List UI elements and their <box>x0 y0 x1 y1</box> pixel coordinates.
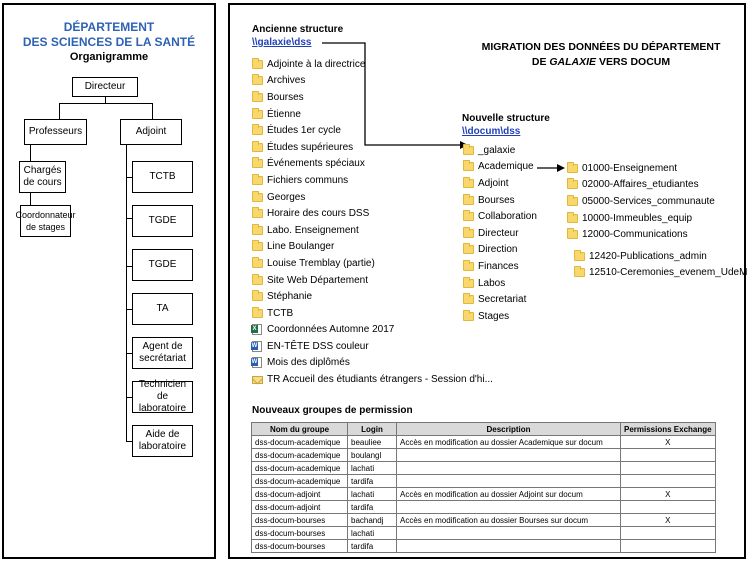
item-label: Labo. Enseignement <box>267 224 359 236</box>
permissions-table <box>251 422 716 553</box>
table-row <box>252 436 716 449</box>
folder-icon <box>567 214 578 223</box>
table-cell: lachati <box>348 488 397 501</box>
academique-subfolder-item[interactable] <box>567 160 715 177</box>
item-label: Stages <box>478 310 510 322</box>
org-box-adjoint-child: TGDE <box>132 249 193 281</box>
table-cell: bachandj <box>348 514 397 527</box>
folder-icon <box>252 126 263 135</box>
old-folder-item[interactable] <box>252 255 493 272</box>
table-row <box>252 514 716 527</box>
table-cell <box>397 540 621 553</box>
table-cell <box>397 501 621 514</box>
table-cell: Accès en modification au dossier Adjoint sur docum <box>397 488 621 501</box>
item-label: _galaxie <box>478 144 516 156</box>
communications-subfolder-list <box>574 248 747 281</box>
item-label: Direction <box>478 244 518 256</box>
item-label: Louise Tremblay (partie) <box>267 257 375 269</box>
table-cell: Accès en modification au dossier Academique sur docum <box>397 436 621 449</box>
item-label: Événements spéciaux <box>267 158 365 170</box>
academique-arrow <box>536 162 566 174</box>
new-folder-item[interactable] <box>463 291 537 308</box>
org-title-line1: DÉPARTEMENT <box>63 20 155 34</box>
item-label: Line Boulanger <box>267 241 335 253</box>
folder-icon <box>463 295 474 304</box>
item-label: Finances <box>478 260 519 272</box>
old-folder-item[interactable] <box>252 172 493 189</box>
item-label: 12000-Communications <box>582 229 688 241</box>
item-label: Labos <box>478 277 506 289</box>
migration-title-line1: MIGRATION DES DONNÉES DU DÉPARTEMENT <box>481 41 721 53</box>
folder-icon <box>252 143 263 152</box>
folder-icon <box>252 292 263 301</box>
table-cell <box>621 501 716 514</box>
table-row <box>252 475 716 488</box>
old-folder-item[interactable] <box>252 239 493 256</box>
old-folder-item[interactable] <box>252 205 493 222</box>
item-label: Adjoint <box>478 177 509 189</box>
folder-icon <box>463 196 474 205</box>
table-cell <box>397 475 621 488</box>
old-folder-item[interactable] <box>252 355 493 372</box>
org-box-adjoint-child: TCTB <box>132 161 193 193</box>
col-header: Login <box>348 423 397 436</box>
table-cell <box>397 462 621 475</box>
folder-icon <box>567 180 578 189</box>
folder-icon <box>463 146 474 155</box>
table-cell: tardifa <box>348 475 397 488</box>
folder-icon <box>463 245 474 254</box>
table-cell <box>397 449 621 462</box>
communications-subfolder-item[interactable] <box>574 265 747 282</box>
item-label: TCTB <box>267 307 294 319</box>
new-folder-item[interactable] <box>463 308 537 325</box>
folder-icon <box>463 279 474 288</box>
item-label: Archives <box>267 75 306 87</box>
item-label: Horaire des cours DSS <box>267 208 370 220</box>
permissions-title: Nouveaux groupes de permission <box>252 405 413 416</box>
table-cell: beauliee <box>348 436 397 449</box>
item-label: Fichiers communs <box>267 174 349 186</box>
table-cell: tardifa <box>348 501 397 514</box>
table-cell <box>621 540 716 553</box>
new-folder-item[interactable] <box>463 208 537 225</box>
table-cell: boulangl <box>348 449 397 462</box>
org-box-professeurs: Professeurs <box>24 119 87 145</box>
item-label: 01000-Enseignement <box>582 162 678 174</box>
item-label: 12420-Publications_admin <box>589 250 707 262</box>
org-title-line2: DES SCIENCES DE LA SANTÉ <box>22 35 196 49</box>
folder-icon <box>252 309 263 318</box>
item-label: Mois des diplômés <box>267 357 350 369</box>
table-row <box>252 501 716 514</box>
col-header: Permissions Exchange <box>621 423 716 436</box>
org-box-adjoint-child: Agent de secrétariat <box>132 337 193 369</box>
item-label: Étienne <box>267 108 301 120</box>
table-cell: dss-docum-bourses <box>252 514 348 527</box>
folder-icon <box>567 197 578 206</box>
org-box-adjoint: Adjoint <box>120 119 182 145</box>
new-folder-item[interactable] <box>463 142 537 159</box>
item-label: 02000-Affaires_etudiantes <box>582 179 699 191</box>
folder-icon <box>252 226 263 235</box>
item-label: TR Accueil des étudiants étrangers - Session d'hi... <box>267 374 493 386</box>
table-cell <box>621 475 716 488</box>
old-folder-item[interactable] <box>252 272 493 289</box>
academique-subfolder-item[interactable] <box>567 193 715 210</box>
org-box-charges: Chargés de cours <box>19 161 66 193</box>
folder-icon <box>463 229 474 238</box>
table-row <box>252 527 716 540</box>
org-box-adjoint-child: Aide de laboratoire <box>132 425 193 457</box>
item-label: 05000-Services_communaute <box>582 195 715 207</box>
table-cell <box>621 527 716 540</box>
folder-icon <box>567 230 578 239</box>
table-cell: lachati <box>348 462 397 475</box>
old-folder-item[interactable] <box>252 338 493 355</box>
old-folder-item[interactable] <box>252 222 493 239</box>
table-cell: dss-docum-academique <box>252 475 348 488</box>
table-row <box>252 488 716 501</box>
communications-subfolder-item[interactable] <box>574 248 747 265</box>
table-cell: dss-docum-bourses <box>252 540 348 553</box>
item-label: 12510-Ceremonies_evenem_UdeM <box>589 267 748 279</box>
academique-subfolder-item[interactable] <box>567 177 715 194</box>
academique-subfolder-item[interactable] <box>567 226 715 243</box>
folder-icon <box>252 193 263 202</box>
item-label: Études supérieures <box>267 141 354 153</box>
folder-icon <box>463 179 474 188</box>
table-cell: dss-docum-academique <box>252 449 348 462</box>
table-cell: dss-docum-adjoint <box>252 488 348 501</box>
academique-subfolder-list <box>567 160 715 243</box>
org-box-adjoint-child: TA <box>132 293 193 325</box>
table-cell <box>621 462 716 475</box>
new-folder-item[interactable] <box>463 258 537 275</box>
table-cell: dss-docum-bourses <box>252 527 348 540</box>
org-subtitle: Organigramme <box>69 51 149 63</box>
item-label: 10000-Immeubles_equip <box>582 212 693 224</box>
table-cell: X <box>621 436 716 449</box>
table-cell: lachati <box>348 527 397 540</box>
item-label: Adjointe à la directrice <box>267 58 366 70</box>
folder-icon <box>252 242 263 251</box>
old-folder-item[interactable] <box>252 371 493 388</box>
item-label: Stéphanie <box>267 291 313 303</box>
folder-icon <box>463 262 474 271</box>
new-folder-item[interactable] <box>463 242 537 259</box>
org-box-adjoint-child: TGDE <box>132 205 193 237</box>
table-cell: dss-docum-academique <box>252 436 348 449</box>
folder-icon <box>463 162 474 171</box>
new-folder-item[interactable] <box>463 159 537 176</box>
folder-icon <box>252 76 263 85</box>
item-label: Directeur <box>478 227 519 239</box>
table-cell: dss-docum-academique <box>252 462 348 475</box>
folder-icon <box>252 176 263 185</box>
table-cell <box>397 527 621 540</box>
org-box-adjoint-child: Technicien de laboratoire <box>132 381 193 413</box>
table-cell: X <box>621 488 716 501</box>
item-label: EN-TÊTE DSS couleur <box>267 340 369 352</box>
excel-file-icon <box>252 324 262 335</box>
word-file-icon <box>252 341 262 352</box>
item-label: Bourses <box>478 194 515 206</box>
new-folder-item[interactable] <box>463 175 537 192</box>
new-folder-item[interactable] <box>463 275 537 292</box>
word-file-icon <box>252 357 262 368</box>
old-folder-item[interactable] <box>252 322 493 339</box>
table-cell: tardifa <box>348 540 397 553</box>
table-row <box>252 462 716 475</box>
folder-icon <box>252 110 263 119</box>
folder-icon <box>252 93 263 102</box>
table-row <box>252 449 716 462</box>
folder-icon <box>574 252 585 261</box>
table-cell: X <box>621 514 716 527</box>
old-folder-item[interactable] <box>252 305 493 322</box>
migration-title-line2: DE GALAXIE VERS DOCUM <box>531 56 671 68</box>
item-label: Academique <box>478 161 534 173</box>
new-folder-item[interactable] <box>463 192 537 209</box>
item-label: Site Web Département <box>267 274 368 286</box>
item-label: Georges <box>267 191 306 203</box>
folder-icon <box>567 164 578 173</box>
item-label: Études 1er cycle <box>267 125 341 137</box>
item-label: Coordonnées Automne 2017 <box>267 324 395 336</box>
table-cell <box>621 449 716 462</box>
col-header: Description <box>397 423 621 436</box>
col-header: Nom du groupe <box>252 423 348 436</box>
folder-icon <box>574 268 585 277</box>
item-label: Secretariat <box>478 294 527 306</box>
mail-icon <box>252 376 263 384</box>
new-structure-list <box>463 142 537 325</box>
new-folder-item[interactable] <box>463 225 537 242</box>
org-box-coordonnateur: Coordonnateur de stages <box>20 205 71 237</box>
folder-icon <box>252 159 263 168</box>
table-cell: Accès en modification au dossier Bourses sur docum <box>397 514 621 527</box>
new-structure-path-link[interactable]: \\docum\dss <box>462 126 521 137</box>
folder-icon <box>252 60 263 69</box>
old-structure-path-link[interactable]: \\galaxie\dss <box>252 37 312 48</box>
org-box-directeur: Directeur <box>72 77 138 97</box>
old-folder-item[interactable] <box>252 189 493 206</box>
folder-icon <box>252 209 263 218</box>
item-label: Collaboration <box>478 211 537 223</box>
folder-icon <box>252 259 263 268</box>
old-folder-item[interactable] <box>252 288 493 305</box>
academique-subfolder-item[interactable] <box>567 210 715 227</box>
old-structure-label: Ancienne structure <box>252 24 344 35</box>
folder-icon <box>463 312 474 321</box>
table-cell: dss-docum-adjoint <box>252 501 348 514</box>
folder-icon <box>463 212 474 221</box>
new-structure-label: Nouvelle structure <box>462 113 550 124</box>
table-row <box>252 540 716 553</box>
item-label: Bourses <box>267 91 304 103</box>
folder-icon <box>252 276 263 285</box>
